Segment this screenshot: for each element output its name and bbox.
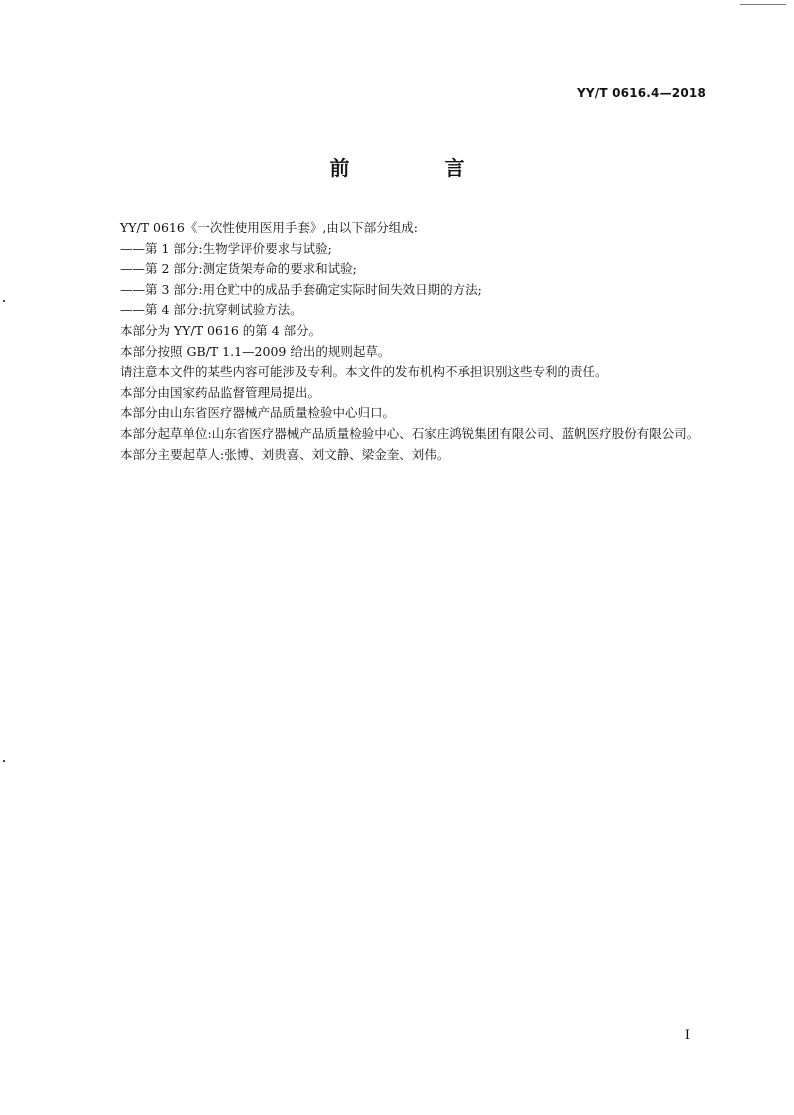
list-item: ——第 4 部分:抗穿刺试验方法。 [120,302,303,318]
list-item: ——第 3 部分:用仓贮中的成品手套确定实际时间失效日期的方法; [120,281,482,297]
foreword-body [92,218,708,465]
list-item: ——第 1 部分:生物学评价要求与试验; [120,240,332,256]
page-title: 前 言 [329,156,509,180]
standard-code: YY/T 0616.4—2018 [576,86,706,100]
paragraph: YY/T 0616《一次性使用医用手套》,由以下部分组成: [120,220,419,235]
paragraph: 本部分按照 GB/T 1.1—2009 给出的规则起草。 [120,343,391,359]
scan-mark [740,4,786,5]
paragraph: 请注意本文件的某些内容可能涉及专利。本文件的发布机构不承担识别这些专利的责任。 [120,364,608,380]
list-item: ——第 2 部分:测定货架寿命的要求和试验; [120,261,357,277]
scan-dot [3,760,5,762]
paragraph: 本部分起草单位:山东省医疗器械产品质量检验中心、石家庄鸿锐集团有限公司、蓝帆医疗股份有限公司。 [120,425,700,441]
paragraph: 本部分为 YY/T 0616 的第 4 部分。 [120,322,322,338]
paragraph: 本部分由山东省医疗器械产品质量检验中心归口。 [120,405,396,421]
paragraph: 本部分由国家药品监督管理局提出。 [120,384,321,400]
page-number: I [684,1028,690,1043]
scan-dot [3,300,5,302]
paragraph: 本部分主要起草人:张博、刘贵喜、刘文静、梁金奎、刘伟。 [120,446,450,462]
